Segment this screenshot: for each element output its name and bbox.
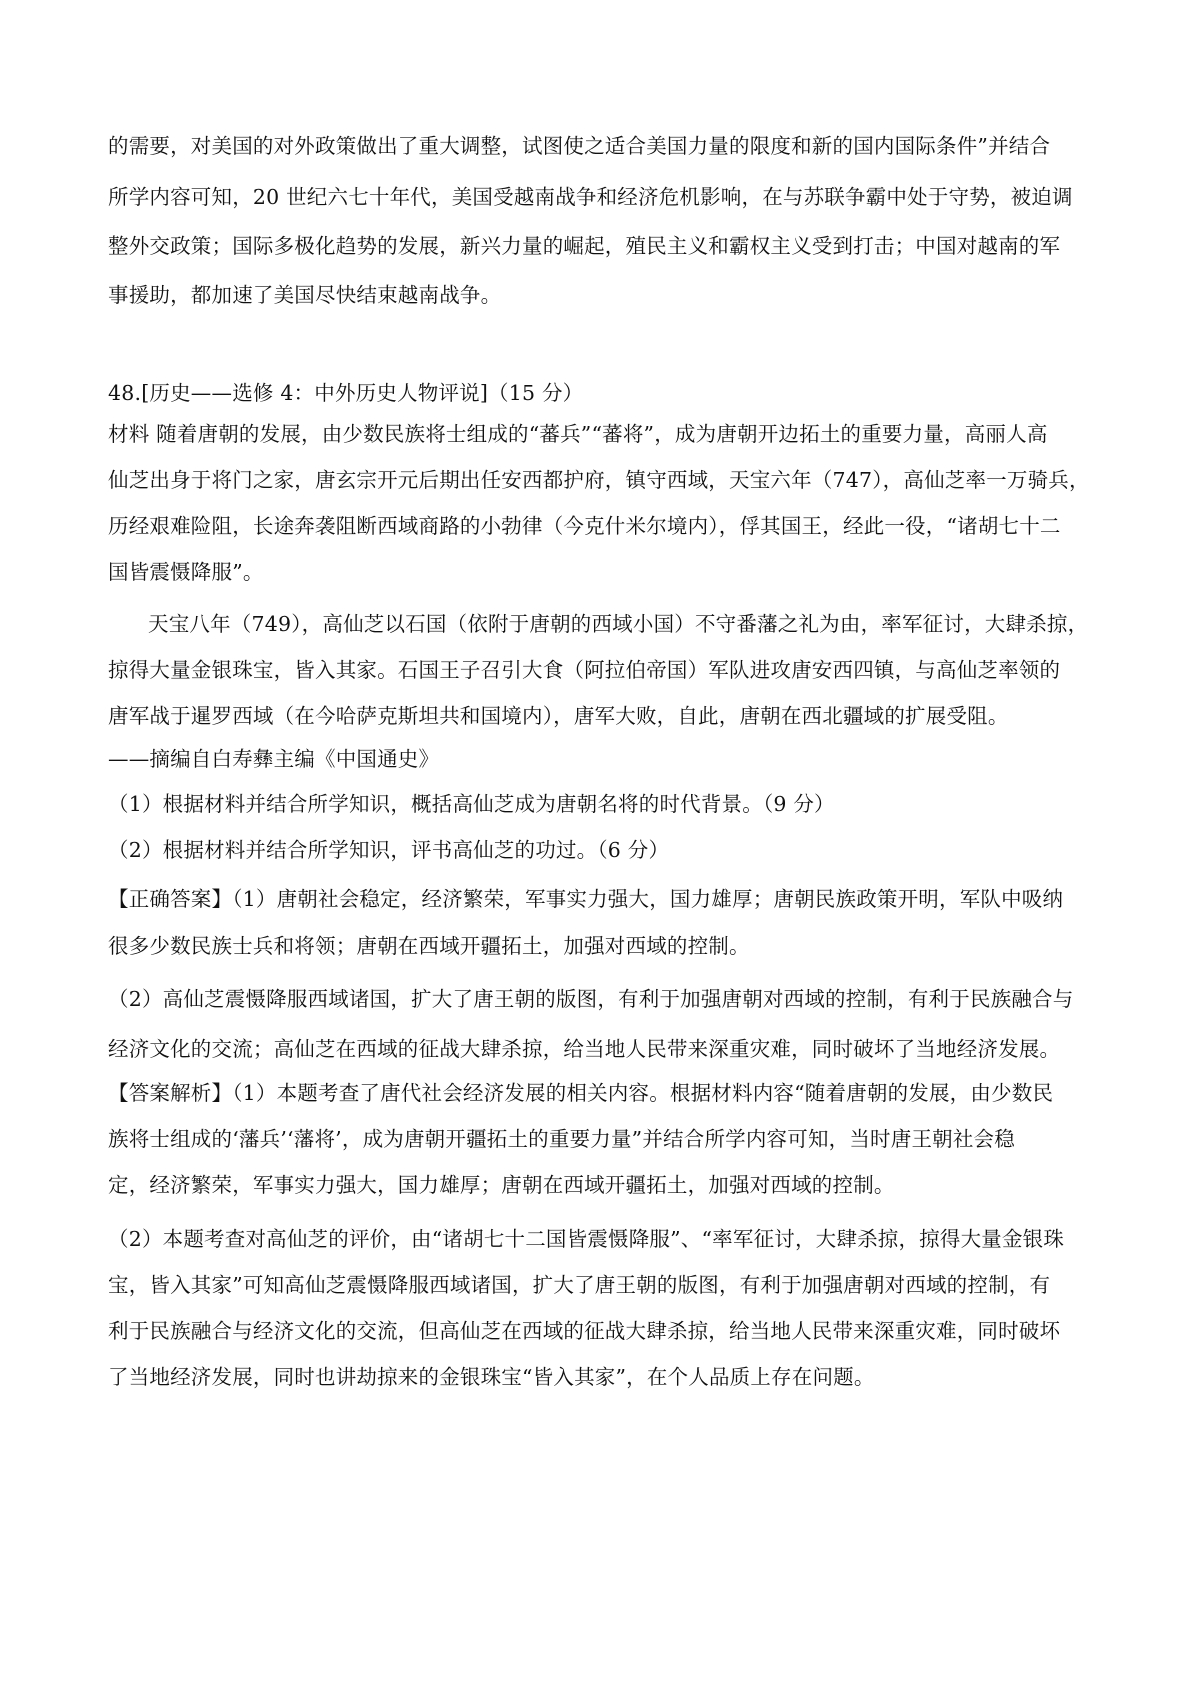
correct-answer-line: 经济文化的交流；高仙芝在西域的征战大肆杀掠，给当地人民带来深重灾难，同时破坏了当地经济发展。: [108, 1037, 1061, 1061]
material-line: 历经艰难险阻，长途奔袭阻断西域商路的小勃律（今克什米尔境内），俘其国王，经此一役，“诸胡七十二: [108, 514, 1061, 538]
analysis-line: 定，经济繁荣，军事实力强大，国力雄厚；唐朝在西域开疆拓土，加强对西域的控制。: [108, 1173, 895, 1197]
material-line: 仙芝出身于将门之家，唐玄宗开元后期出任安西都护府，镇守西域，天宝六年（747），高仙芝率一万骑兵，: [108, 468, 1090, 492]
analysis-line: 宝，皆入其家”可知高仙芝震慑降服西域诸国，扩大了唐王朝的版图，有利于加强唐朝对西域的控制，有: [108, 1273, 1051, 1297]
analysis-line: 利于民族融合与经济文化的交流，但高仙芝在西域的征战大肆杀掠，给当地人民带来深重灾难，同时破坏: [108, 1319, 1061, 1343]
sub-question-2: （2）根据材料并结合所学知识，评书高仙芝的功过。（6 分）: [108, 838, 670, 862]
analysis-line: 【答案解析】（1）本题考查了唐代社会经济发展的相关内容。根据材料内容“随着唐朝的发展，由少数民: [108, 1081, 1054, 1105]
analysis-line: 了当地经济发展，同时也讲劫掠来的金银珠宝“皆入其家”，在个人品质上存在问题。: [108, 1365, 875, 1389]
continuation-line: 所学内容可知，20 世纪六七十年代，美国受越南战争和经济危机影响，在与苏联争霸中处于守势，被迫调: [108, 185, 1073, 209]
material-line: 掠得大量金银珠宝，皆入其家。石国王子召引大食（阿拉伯帝国）军队进攻唐安西四镇，与高仙芝率领的: [108, 658, 1061, 682]
continuation-line: 的需要，对美国的对外政策做出了重大调整，试图使之适合美国力量的限度和新的国内国际条件”并结合: [108, 134, 1051, 158]
material-line: 天宝八年（749），高仙芝以石国（依附于唐朝的西域小国）不守番藩之礼为由，率军征讨，大肆杀掠，: [148, 612, 1089, 636]
correct-answer-line: （2）高仙芝震慑降服西域诸国，扩大了唐王朝的版图，有利于加强唐朝对西域的控制，有利于民族融合与: [108, 987, 1074, 1011]
continuation-line: 整外交政策；国际多极化趋势的发展，新兴力量的崛起，殖民主义和霸权主义受到打击；中国对越南的军: [108, 234, 1061, 258]
question-heading: 48.[历史——选修 4：中外历史人物评说]（15 分）: [108, 381, 584, 405]
material-line: 唐军战于暹罗西域（在今哈萨克斯坦共和国境内），唐军大败，自此，唐朝在西北疆域的扩展受阻。: [108, 704, 1009, 728]
material-line: 材料 随着唐朝的发展，由少数民族将士组成的“蕃兵”“蕃将”，成为唐朝开边拓土的重要力量，高丽人高: [108, 422, 1048, 446]
correct-answer-line: 【正确答案】（1）唐朝社会稳定，经济繁荣，军事实力强大，国力雄厚；唐朝民族政策开明，军队中吸纳: [108, 887, 1064, 911]
analysis-line: （2）本题考查对高仙芝的评价，由“诸胡七十二国皆震慑降服”、“率军征讨，大肆杀掠，掠得大量金银珠: [108, 1227, 1065, 1251]
sub-question-1: （1）根据材料并结合所学知识，概括高仙芝成为唐朝名将的时代背景。（9 分）: [108, 792, 835, 816]
continuation-line: 事援助，都加速了美国尽快结束越南战争。: [108, 283, 502, 307]
correct-answer-line: 很多少数民族士兵和将领；唐朝在西域开疆拓土，加强对西域的控制。: [108, 934, 750, 958]
material-source: ——摘编自白寿彝主编《中国通史》: [108, 747, 440, 771]
analysis-line: 族将士组成的‘藩兵’‘藩将’，成为唐朝开疆拓土的重要力量”并结合所学内容可知，当时唐王朝社会稳: [108, 1127, 1015, 1151]
material-line: 国皆震慑降服”。: [108, 560, 264, 584]
